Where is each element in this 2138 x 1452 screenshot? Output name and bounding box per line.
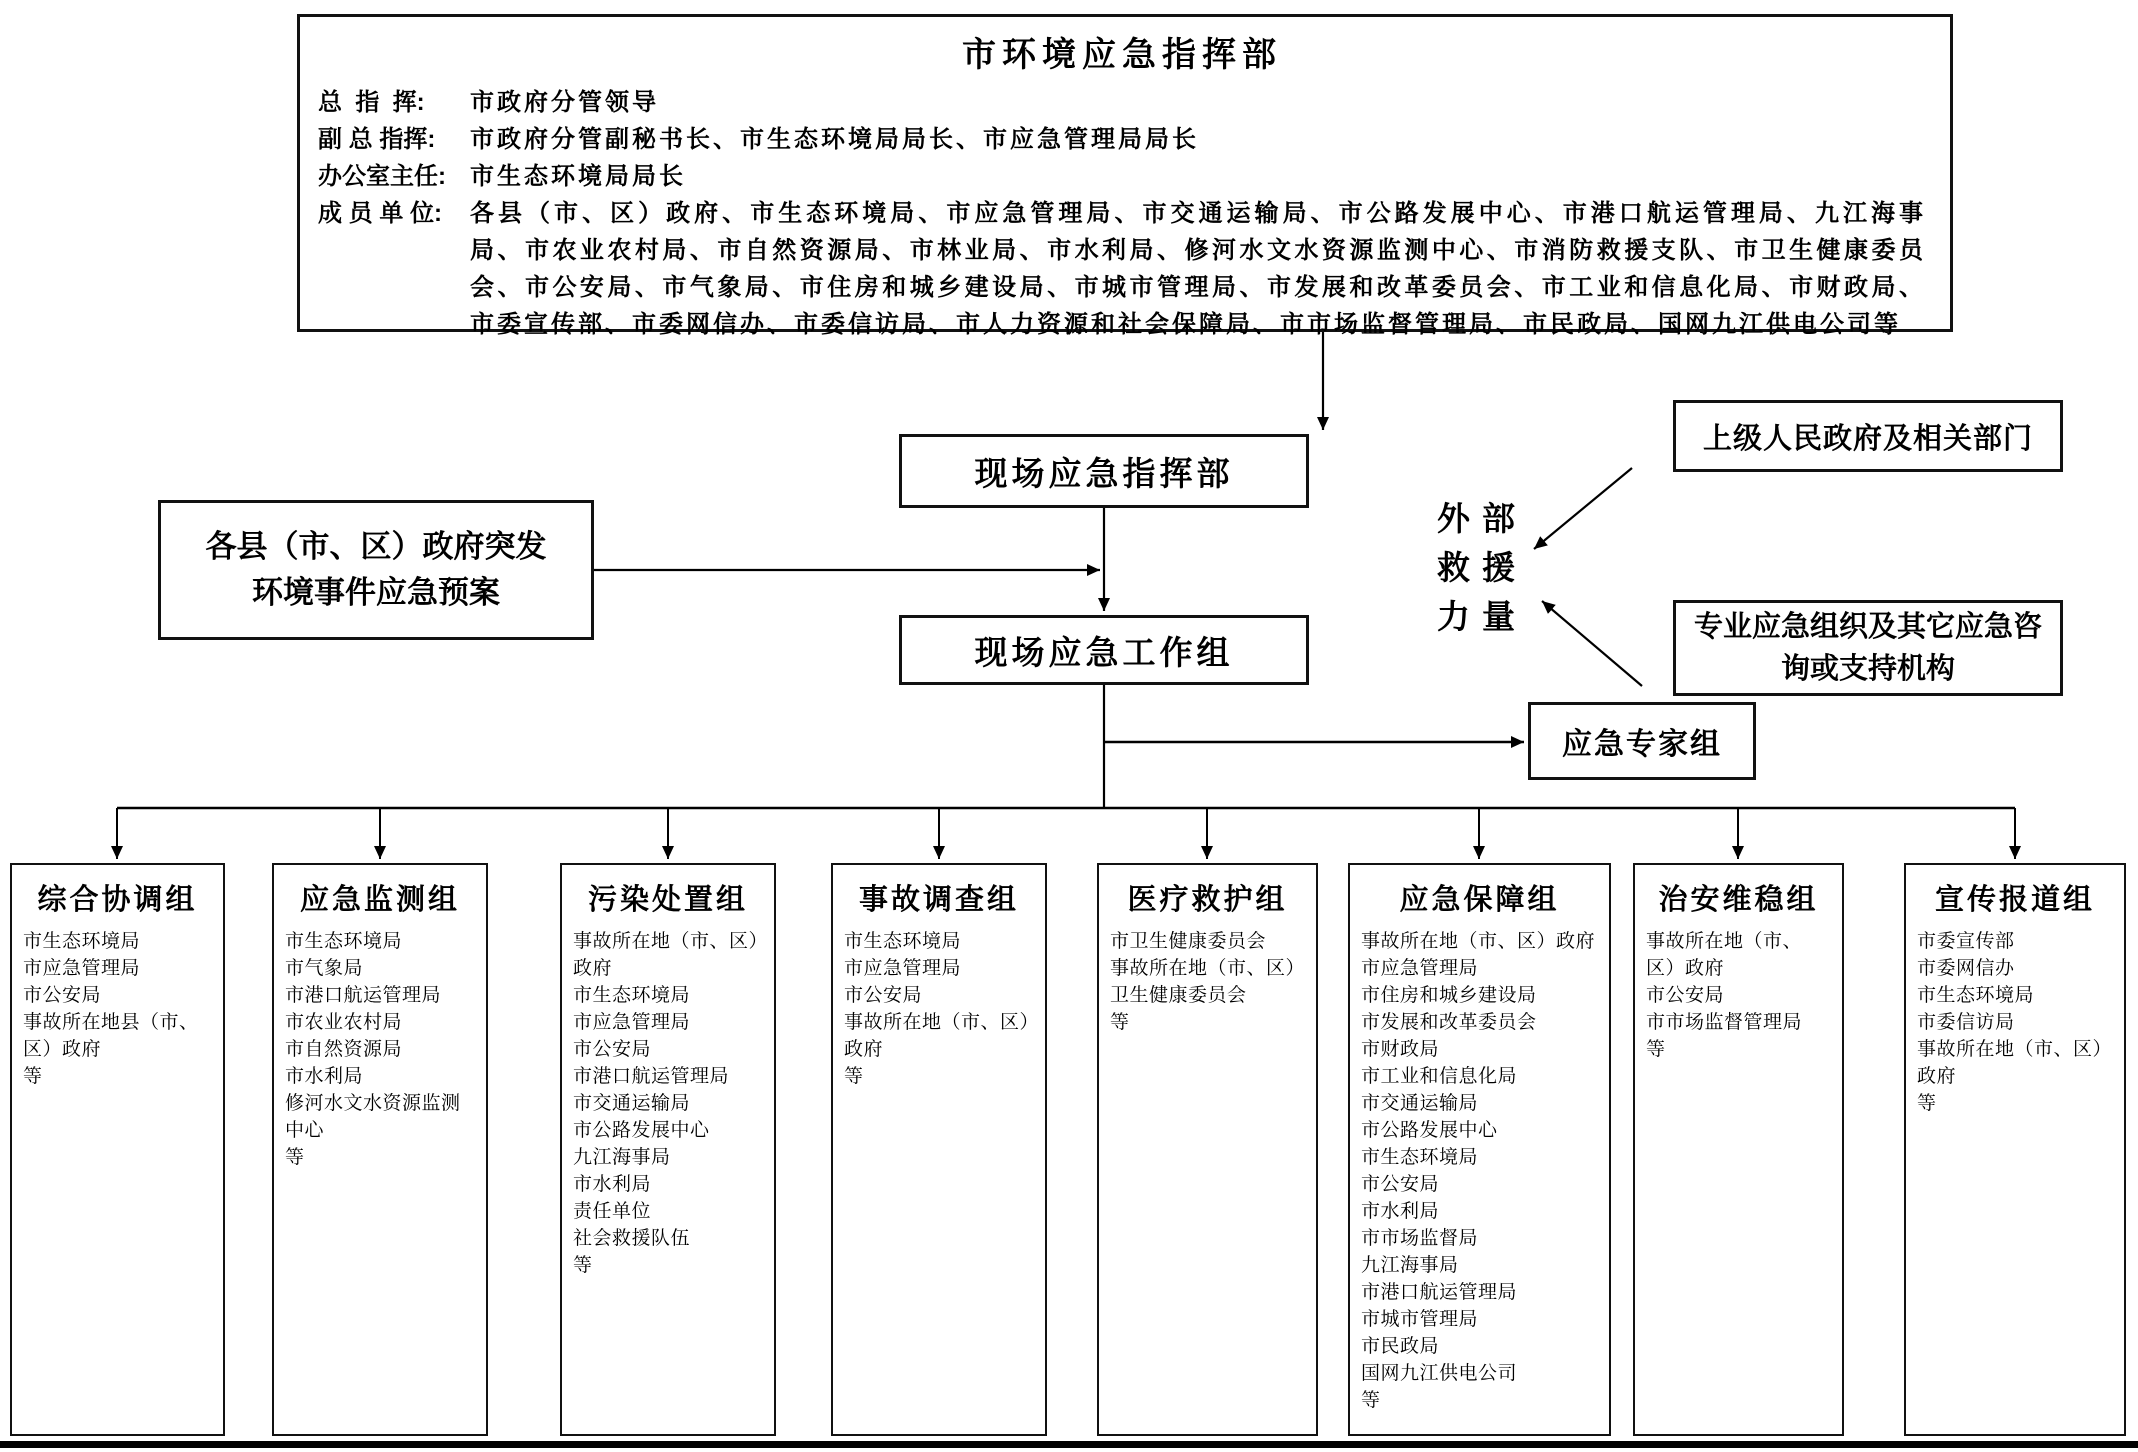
- group-member: 市交通运输局: [1361, 1093, 1479, 1114]
- field-emergency-hq-box: 现场应急指挥部: [899, 434, 1309, 508]
- group-member: 事故所在地（市、区）政府: [573, 931, 759, 979]
- hq-row-value: 市政府分管副秘书长、市生态环境局局长、市应急管理局局长: [470, 126, 1199, 153]
- group-member: 市公安局: [1361, 1174, 1440, 1195]
- group-member: 市生态环境局: [844, 931, 962, 952]
- hq-row-label: 办公室主任:: [318, 163, 446, 190]
- group-box-security-stability: [1633, 863, 1844, 1436]
- group-member-list: [844, 928, 1034, 1090]
- hq-row-value: 市政府分管领导: [470, 89, 659, 116]
- group-member: 市水利局: [285, 1066, 364, 1087]
- group-member: 市生态环境局: [573, 985, 691, 1006]
- group-box-accident-investigation: [831, 863, 1047, 1436]
- group-title: 事故调查组: [858, 884, 1019, 916]
- group-box-pollution-disposal: [560, 863, 776, 1436]
- group-box-monitoring: [272, 863, 488, 1436]
- hq-row-label: 副 总 指挥:: [318, 126, 436, 153]
- group-member: 事故所在地（市、区）政府: [1917, 1039, 2113, 1087]
- group-member: 市工业和信息化局: [1361, 1066, 1518, 1087]
- group-member: 等: [1361, 1390, 1381, 1411]
- professional-org-box: 专业应急组织及其它应急咨询或支持机构: [1673, 600, 2063, 696]
- group-member: 市交通运输局: [573, 1093, 691, 1114]
- group-member: 九江海事局: [573, 1147, 671, 1168]
- hq-row-label: 成 员 单 位:: [318, 200, 442, 227]
- group-member-list: [1361, 928, 1598, 1414]
- group-member: 市港口航运管理局: [285, 985, 442, 1006]
- hq-row-value: 市生态环境局局长: [470, 163, 686, 190]
- hq-row-value: 各县（市、区）政府、市生态环境局、市应急管理局、市交通运输局、市公路发展中心、市港口航运管理局、九江海事局、市农业农村局、市自然资源局、市林业局、市水利局、修河水文水资源监测中心、市消防救援支队、市卫生健康委员会、市公安局、市气象局、市住房和城乡建设局、市城市管理局、市发展和改革委员会、市工业和信息化局、市财政局、市委宣传部、市委网信办、市委信访局、市人力资源和社会保障局、市市场监督管理局、市民政局、国网九江供电公司等: [470, 200, 1926, 338]
- county-plan-box: 各县（市、区）政府突发环境事件应急预案: [158, 500, 594, 640]
- group-member: 等: [1917, 1093, 1937, 1114]
- group-member: 市公路发展中心: [1361, 1120, 1498, 1141]
- group-member: 事故所在地（市、区）政府: [844, 1012, 1030, 1060]
- group-member: 市财政局: [1361, 1039, 1440, 1060]
- group-member: 市生态环境局: [23, 931, 141, 952]
- group-box-coordination: [10, 863, 225, 1436]
- group-box-publicity-reporting: [1904, 863, 2126, 1436]
- group-member: 市发展和改革委员会: [1361, 1012, 1537, 1033]
- group-member: 市公安局: [573, 1039, 652, 1060]
- field-workgroup-box: 现场应急工作组: [899, 615, 1309, 685]
- group-title: 治安维稳组: [1658, 884, 1819, 916]
- group-member: 事故所在地（市、区）政府: [1646, 931, 1803, 979]
- group-member: 市公安局: [23, 985, 102, 1006]
- external-rescue-line: 力量: [1437, 598, 1527, 635]
- group-member: 市气象局: [285, 958, 364, 979]
- group-member-list: [573, 928, 763, 1279]
- group-member: 等: [844, 1066, 864, 1087]
- bottom-border-rule: [0, 1441, 2138, 1448]
- group-member: 市应急管理局: [1361, 958, 1479, 979]
- group-member-list: [285, 928, 475, 1171]
- group-member: 市农业农村局: [285, 1012, 403, 1033]
- group-member: 九江海事局: [1361, 1255, 1459, 1276]
- group-member: 市市场监督管理局: [1646, 1012, 1803, 1033]
- group-member: 市委宣传部: [1917, 931, 2015, 952]
- group-member: 市水利局: [1361, 1201, 1440, 1222]
- group-member: 事故所在地（市、区）政府: [1361, 931, 1596, 952]
- group-member: 市生态环境局: [285, 931, 403, 952]
- group-member: 市市场监督局: [1361, 1228, 1479, 1249]
- group-member-list: [1646, 928, 1831, 1063]
- hq-row-label: 总 指 挥:: [318, 89, 425, 116]
- group-member: 市委信访局: [1917, 1012, 2015, 1033]
- group-member: 市城市管理局: [1361, 1309, 1479, 1330]
- group-box-emergency-support: [1348, 863, 1611, 1436]
- group-member: 市住房和城乡建设局: [1361, 985, 1537, 1006]
- hq-row-deputy-commander: [318, 121, 1926, 158]
- group-member: 社会救援队伍: [573, 1228, 691, 1249]
- group-member: 市民政局: [1361, 1336, 1440, 1357]
- group-title: 综合协调组: [37, 884, 198, 916]
- hq-header-box: [297, 14, 1953, 338]
- group-member: 市公路发展中心: [573, 1120, 710, 1141]
- hq-row-commander: [318, 84, 1926, 121]
- group-member: 事故所在地县（市、区）政府: [23, 1012, 199, 1060]
- group-member: 市应急管理局: [573, 1012, 691, 1033]
- group-member-list: [1110, 928, 1305, 1036]
- group-member: 修河水文水资源监测中心: [285, 1093, 461, 1141]
- arrow-professional-org-to-external: [1542, 601, 1642, 686]
- group-member: 市应急管理局: [844, 958, 962, 979]
- group-member: 市水利局: [573, 1174, 652, 1195]
- external-rescue-line: 救援: [1437, 549, 1527, 586]
- group-member-list: [1917, 928, 2113, 1117]
- group-member: 等: [1110, 1012, 1130, 1033]
- group-member: 市生态环境局: [1917, 985, 2035, 1006]
- group-title: 应急监测组: [299, 884, 460, 916]
- group-member: 市自然资源局: [285, 1039, 403, 1060]
- external-rescue-line: 外部: [1437, 500, 1527, 537]
- group-member: 市生态环境局: [1361, 1147, 1479, 1168]
- group-member: 国网九江供电公司: [1361, 1363, 1518, 1384]
- group-member: 责任单位: [573, 1201, 652, 1222]
- hq-row-office-director: [318, 158, 1926, 195]
- group-member: 等: [23, 1066, 43, 1087]
- arrow-upper-gov-to-external: [1534, 468, 1632, 549]
- group-title: 医疗救护组: [1127, 884, 1288, 916]
- group-title: 应急保障组: [1399, 884, 1560, 916]
- expert-group-box: 应急专家组: [1528, 702, 1756, 780]
- group-title: 污染处置组: [587, 884, 748, 916]
- group-member: 市港口航运管理局: [1361, 1282, 1518, 1303]
- group-box-medical-rescue: [1097, 863, 1318, 1436]
- group-member: 事故所在地（市、区）卫生健康委员会: [1110, 958, 1306, 1006]
- group-member: 市公安局: [844, 985, 923, 1006]
- group-member: 等: [573, 1255, 593, 1276]
- group-member: 市公安局: [1646, 985, 1725, 1006]
- group-title: 宣传报道组: [1934, 884, 2095, 916]
- group-member: 市卫生健康委员会: [1110, 931, 1267, 952]
- external-rescue-force-label: [1437, 494, 1527, 641]
- group-member: 等: [1646, 1039, 1666, 1060]
- group-member: 市委网信办: [1917, 958, 2015, 979]
- group-member: 等: [285, 1147, 305, 1168]
- group-member: 市港口航运管理局: [573, 1066, 730, 1087]
- upper-government-box: 上级人民政府及相关部门: [1673, 400, 2063, 472]
- group-member-list: [23, 928, 212, 1090]
- group-member: 市应急管理局: [23, 958, 141, 979]
- hq-title: 市环境应急指挥部: [962, 36, 1282, 74]
- hq-row-member-units: [318, 195, 1926, 343]
